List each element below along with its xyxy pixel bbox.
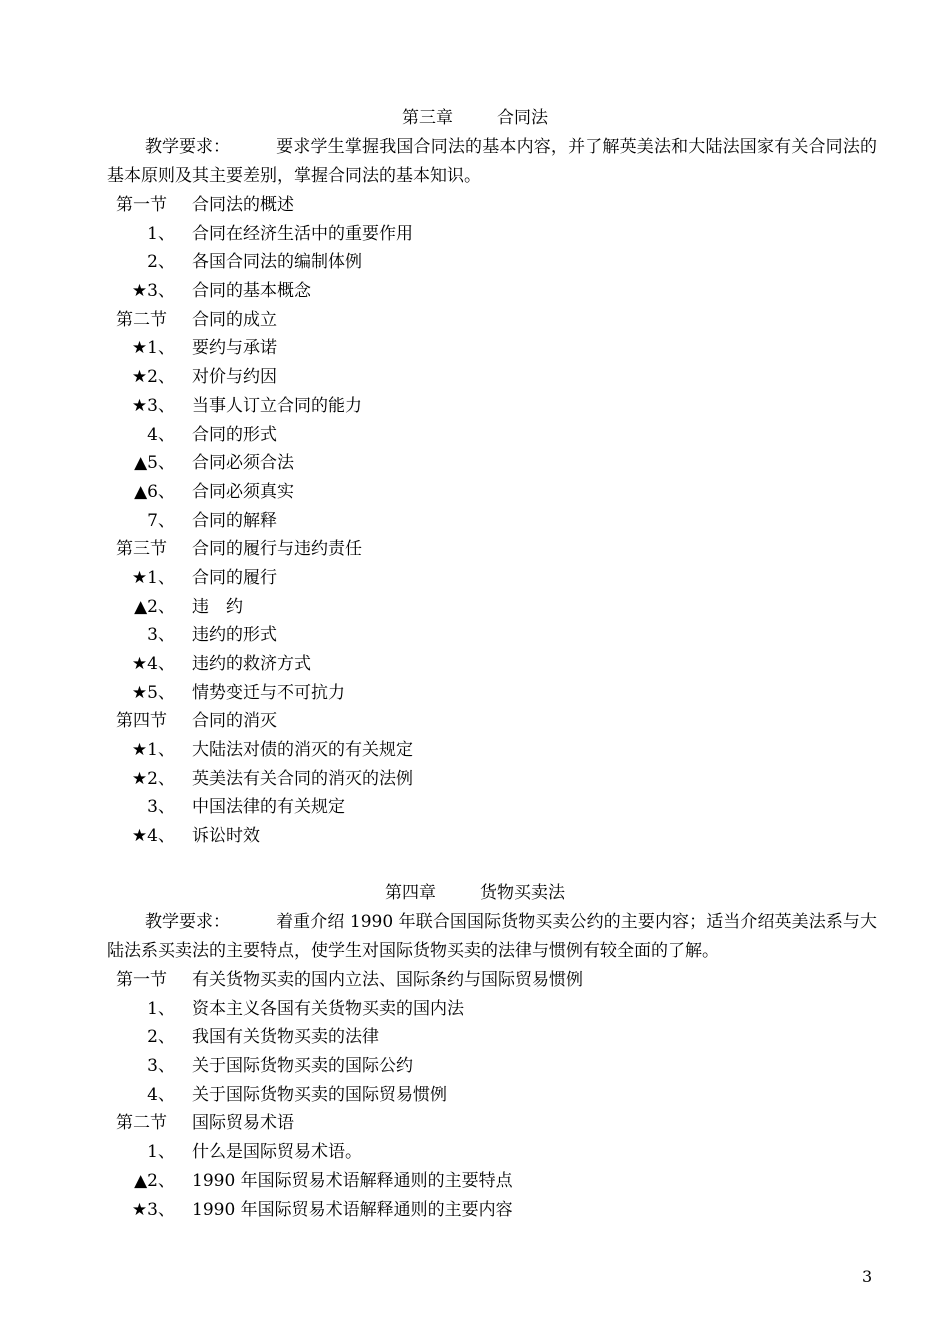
item-number <box>147 1052 175 1081</box>
list-item <box>0 793 950 822</box>
star-icon: ★ <box>131 826 148 847</box>
teaching-requirements <box>107 133 877 190</box>
item-number <box>147 995 175 1024</box>
list-item <box>0 421 950 450</box>
section-title: 合同的成立 <box>192 309 277 330</box>
item-index: 4、 <box>147 826 175 847</box>
star-icon: ★ <box>131 395 148 416</box>
section-label: 第一节 <box>116 195 167 215</box>
item-index: 7、 <box>147 510 175 531</box>
item-index: 1、 <box>147 567 175 588</box>
list-item <box>0 679 950 708</box>
list-item <box>0 1196 950 1225</box>
item-text: 诉讼时效 <box>192 826 260 847</box>
item-text: 合同必须合法 <box>192 453 294 474</box>
item-number <box>147 220 175 249</box>
item-number <box>132 363 175 392</box>
item-index: 2、 <box>147 252 175 273</box>
list-item <box>0 248 950 277</box>
section-heading <box>0 306 950 335</box>
item-text: 合同的基本概念 <box>192 281 311 302</box>
star-icon: ★ <box>131 338 148 359</box>
item-number <box>147 1081 175 1110</box>
item-index: 1、 <box>147 1142 175 1163</box>
star-icon: ★ <box>131 654 148 674</box>
triangle-icon: ▲ <box>134 596 148 617</box>
item-text: 违约的形式 <box>192 625 277 646</box>
item-text: 关于国际货物买卖的国际公约 <box>192 1056 413 1077</box>
item-number <box>147 793 175 822</box>
section-heading <box>0 1109 950 1138</box>
list-item <box>0 995 950 1024</box>
star-icon: ★ <box>131 1199 148 1220</box>
section-title: 合同的消灭 <box>192 711 277 732</box>
star-icon: ★ <box>131 367 148 388</box>
list-item <box>0 736 950 765</box>
item-index: 2、 <box>147 596 175 617</box>
requirements-label: 教学要求： <box>145 912 230 932</box>
item-text: 各国合同法的编制体例 <box>192 252 362 273</box>
requirements-text: 要求学生掌握我国合同法的基本内容，并了解英美法和大陆法国家有关合同法的基本原则及其主要差别，掌握合同法的基本知识。 <box>107 137 877 186</box>
item-index: 2、 <box>147 1170 175 1191</box>
section-title: 合同法的概述 <box>192 195 294 215</box>
item-index: 3、 <box>147 625 175 646</box>
item-text: 什么是国际贸易术语。 <box>192 1142 362 1163</box>
item-index: 4、 <box>147 1084 175 1105</box>
star-icon: ★ <box>131 682 148 703</box>
item-number <box>132 277 175 306</box>
list-item <box>0 334 950 363</box>
list-item <box>0 621 950 650</box>
item-text: 1990 年国际贸易术语解释通则的主要特点 <box>192 1170 513 1191</box>
section-heading <box>0 966 950 995</box>
item-text: 对价与约因 <box>192 367 277 388</box>
item-number <box>134 1167 175 1196</box>
list-item <box>0 220 950 249</box>
item-number <box>147 1023 175 1052</box>
chapter-outline <box>0 966 950 1224</box>
item-number <box>132 392 175 421</box>
item-text: 资本主义各国有关货物买卖的国内法 <box>192 998 464 1019</box>
item-number <box>132 334 175 363</box>
star-icon: ★ <box>131 740 148 761</box>
item-text: 大陆法对债的消灭的有关规定 <box>192 740 413 761</box>
section-heading <box>0 535 950 564</box>
item-index: 1、 <box>147 223 175 244</box>
item-number <box>147 621 175 650</box>
item-number <box>132 736 175 765</box>
item-index: 5、 <box>147 453 175 474</box>
list-item <box>0 478 950 507</box>
triangle-icon: ▲ <box>134 453 148 474</box>
item-text: 中国法律的有关规定 <box>192 797 345 818</box>
item-text: 合同的解释 <box>192 510 277 531</box>
item-index: 3、 <box>147 1056 175 1077</box>
item-index: 3、 <box>147 1199 175 1220</box>
item-index: 3、 <box>147 395 175 416</box>
item-number <box>132 650 175 679</box>
item-number <box>147 421 175 450</box>
item-index: 2、 <box>147 1027 175 1048</box>
triangle-icon: ▲ <box>134 1170 148 1191</box>
item-index: 1、 <box>147 740 175 761</box>
section-label: 第一节 <box>116 970 167 990</box>
chapter-title: 第三章 合同法 <box>402 108 548 128</box>
item-text: 合同在经济生活中的重要作用 <box>192 223 413 244</box>
list-item <box>0 507 950 536</box>
requirements-label: 教学要求： <box>145 137 230 157</box>
list-item <box>0 822 950 851</box>
section-title: 合同的履行与违约责任 <box>192 539 362 560</box>
item-text: 关于国际货物买卖的国际贸易惯例 <box>192 1084 447 1105</box>
item-index: 1、 <box>147 338 175 359</box>
list-item <box>0 1081 950 1110</box>
item-number <box>132 822 175 851</box>
star-icon: ★ <box>131 567 148 588</box>
teaching-requirements <box>107 908 877 965</box>
item-number <box>134 449 175 478</box>
list-item <box>0 392 950 421</box>
list-item <box>0 1138 950 1167</box>
item-number <box>132 765 175 794</box>
item-index: 6、 <box>147 481 175 502</box>
list-item <box>0 1052 950 1081</box>
item-text: 我国有关货物买卖的法律 <box>192 1027 379 1048</box>
item-text: 违 约 <box>192 596 243 617</box>
section-title: 有关货物买卖的国内立法、国际条约与国际贸易惯例 <box>192 970 583 990</box>
list-item <box>0 449 950 478</box>
item-number <box>132 679 175 708</box>
list-item <box>0 277 950 306</box>
section-label: 第四节 <box>116 711 167 732</box>
item-index: 2、 <box>147 367 175 388</box>
list-item <box>0 1167 950 1196</box>
item-text: 英美法有关合同的消灭的法例 <box>192 768 413 789</box>
item-index: 3、 <box>147 797 175 818</box>
star-icon: ★ <box>131 281 148 302</box>
item-text: 合同的履行 <box>192 567 277 588</box>
requirements-text: 着重介绍 1990 年联合国国际货物买卖公约的主要内容；适当介绍英美法系与大陆法系买卖法的主要特点，使学生对国际货物买卖的法律与惯例有较全面的了解。 <box>107 912 877 961</box>
triangle-icon: ▲ <box>134 481 148 502</box>
item-number <box>147 1138 175 1167</box>
list-item <box>0 765 950 794</box>
item-text: 合同必须真实 <box>192 481 294 502</box>
item-text: 违约的救济方式 <box>192 654 311 674</box>
item-text: 当事人订立合同的能力 <box>192 395 362 416</box>
item-number <box>134 478 175 507</box>
item-index: 5、 <box>147 682 175 703</box>
chapter-outline <box>0 191 950 851</box>
section-label: 第三节 <box>116 539 167 560</box>
item-index: 1、 <box>147 998 175 1019</box>
section-heading <box>0 707 950 736</box>
list-item <box>0 593 950 622</box>
item-text: 情势变迁与不可抗力 <box>192 682 345 703</box>
item-number <box>147 248 175 277</box>
item-index: 2、 <box>147 768 175 789</box>
section-heading <box>0 191 950 220</box>
list-item <box>0 1023 950 1052</box>
item-text: 1990 年国际贸易术语解释通则的主要内容 <box>192 1199 513 1220</box>
item-text: 合同的形式 <box>192 424 277 445</box>
item-number <box>132 564 175 593</box>
star-icon: ★ <box>131 768 148 789</box>
item-text: 要约与承诺 <box>192 338 277 359</box>
list-item <box>0 650 950 679</box>
section-label: 第二节 <box>116 309 167 330</box>
item-index: 4、 <box>147 424 175 445</box>
page-number: 3 <box>862 1267 873 1286</box>
list-item <box>0 564 950 593</box>
chapter-title: 第四章 货物买卖法 <box>385 883 565 903</box>
item-index: 3、 <box>147 281 175 302</box>
item-number <box>132 1196 175 1225</box>
item-number <box>134 593 175 622</box>
item-number <box>147 507 175 536</box>
section-label: 第二节 <box>116 1113 167 1134</box>
section-title: 国际贸易术语 <box>192 1113 294 1134</box>
list-item <box>0 363 950 392</box>
item-index: 4、 <box>147 654 175 674</box>
